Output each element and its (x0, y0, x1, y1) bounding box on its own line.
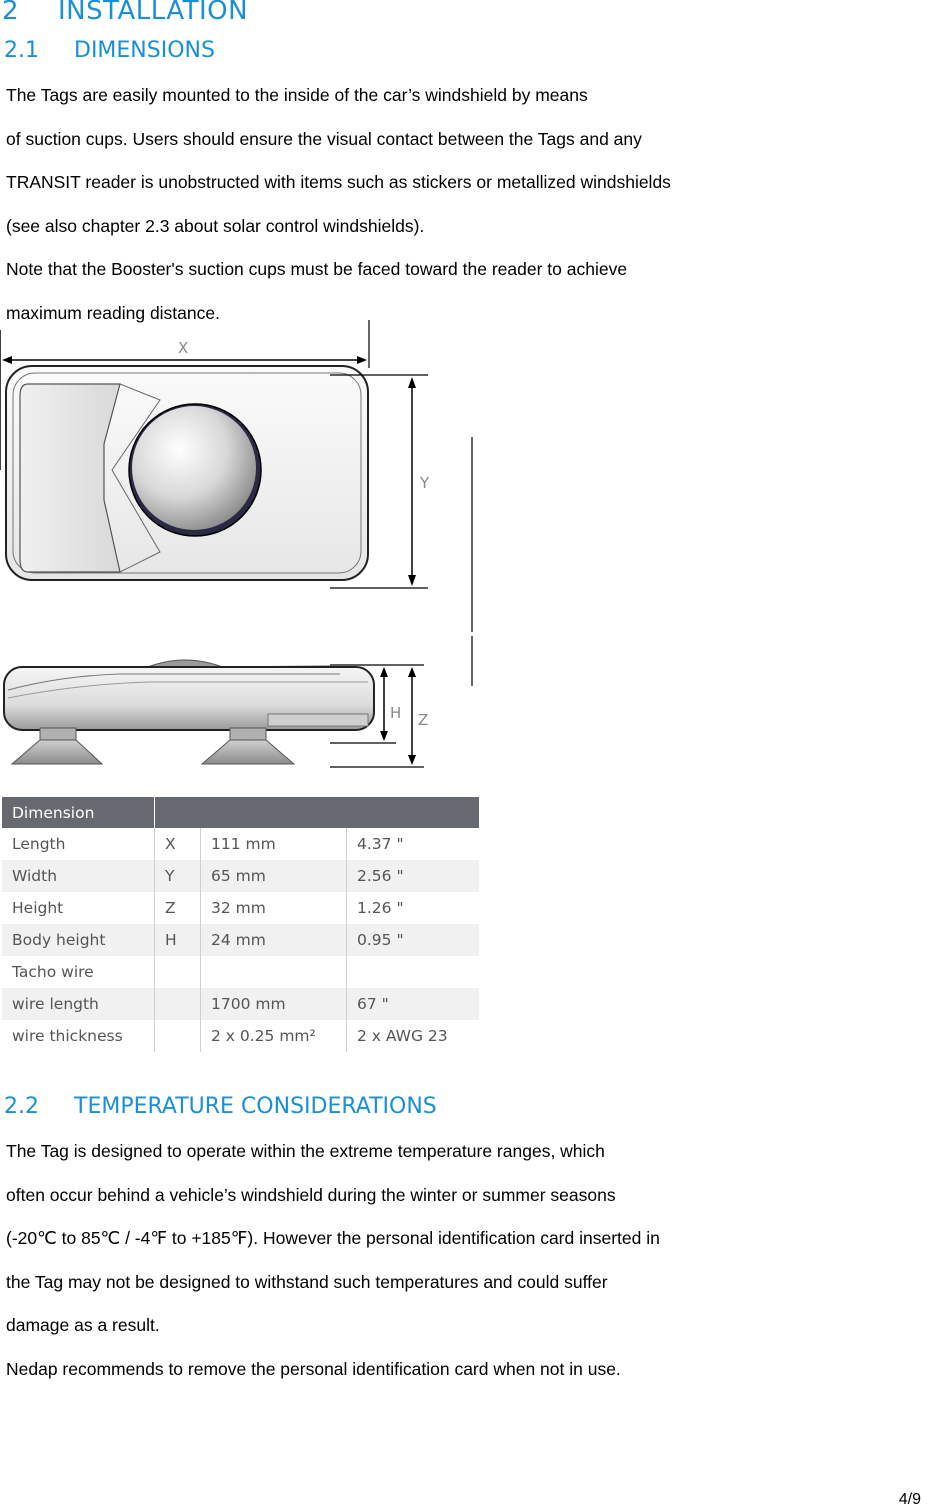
dimension-metric: 2 x 0.25 mm² (201, 1020, 347, 1052)
dimension-metric (201, 956, 347, 988)
table-row (2, 892, 479, 924)
dimension-imperial: 2.56 " (347, 860, 480, 892)
dimension-metric: 24 mm (201, 924, 347, 956)
h-label: H (390, 704, 402, 722)
tag-top-view (6, 366, 368, 580)
dimension-symbol (155, 988, 201, 1020)
section-number: 2.1 (4, 38, 39, 63)
table-row (2, 860, 479, 892)
paragraph-line: Note that the Booster's suction cups must be faced toward the reader to achieve (6, 259, 628, 279)
dimension-name: Length (2, 828, 155, 860)
table-row (2, 1020, 479, 1052)
table-header-dimension: Dimension (2, 797, 155, 828)
paragraph-line: often occur behind a vehicle’s windshield during the winter or summer seasons (6, 1184, 616, 1205)
paragraph-line: Nedap recommends to remove the personal identification card when not in use. (6, 1358, 621, 1379)
dimension-symbol: X (155, 828, 201, 860)
paragraph-line: (see also chapter 2.3 about solar control windshields). (6, 215, 425, 236)
dimension-imperial: 0.95 " (347, 924, 480, 956)
table-row (2, 956, 479, 988)
dimensions-paragraph (6, 74, 671, 335)
z-label: Z (418, 711, 429, 729)
table-header-blank (155, 797, 480, 828)
temperature-paragraph (6, 1130, 660, 1391)
chapter-title: INSTALLATION (58, 0, 249, 26)
tag-dimension-drawing (0, 318, 490, 778)
dimension-symbol: Y (155, 860, 201, 892)
paragraph-line: of suction cups. Users should ensure the visual contact between the Tags and any (6, 128, 642, 149)
dimension-metric: 111 mm (201, 828, 347, 860)
paragraph-line: TRANSIT reader is unobstructed with items such as stickers or metallized windshields (6, 172, 671, 192)
page-number: 4/9 (898, 1491, 921, 1508)
dimensions-table (2, 797, 479, 1052)
dimension-imperial: 2 x AWG 23 (357, 1027, 448, 1045)
section-title: TEMPERATURE CONSIDERATIONS (74, 1094, 437, 1119)
dimension-imperial: 67 " (347, 988, 480, 1020)
dimension-symbol: H (155, 924, 201, 956)
dimension-name: Width (2, 860, 155, 892)
table-row (2, 988, 479, 1020)
paragraph-line: The Tags are easily mounted to the inside of the car’s windshield by means (6, 85, 588, 105)
dimension-metric: 32 mm (201, 892, 347, 924)
table-header-row (2, 797, 479, 828)
dimension-name: wire length (2, 988, 155, 1020)
dimension-name: Tacho wire (2, 956, 155, 988)
x-label: X (178, 339, 189, 357)
dimension-symbol (155, 956, 201, 988)
dimension-name: Height (2, 892, 155, 924)
chapter-heading (2, 0, 248, 26)
dimension-imperial: 1.26 " (357, 899, 404, 917)
section-number: 2.2 (4, 1094, 39, 1119)
section-title: DIMENSIONS (74, 38, 215, 63)
dimension-metric: 1700 mm (201, 988, 347, 1020)
dimension-imperial (347, 956, 480, 988)
chapter-number: 2 (2, 0, 20, 26)
section-heading-temperature (4, 1094, 437, 1119)
paragraph-line: maximum reading distance. (6, 302, 220, 323)
dimension-name: Body height (2, 924, 155, 956)
tag-side-view (4, 660, 374, 764)
dimension-symbol: Z (155, 892, 201, 924)
dimension-imperial: 4.37 " (357, 835, 404, 853)
table-row (2, 924, 479, 956)
dimension-symbol (155, 1020, 201, 1052)
dimension-name: wire thickness (2, 1020, 155, 1052)
paragraph-line: damage as a result. (6, 1315, 160, 1335)
table-row (2, 828, 479, 860)
paragraph-line: (-20℃ to 85℃ / -4℉ to +185℉). However the personal identification card inserted in (6, 1228, 660, 1248)
section-heading-dimensions (4, 38, 215, 63)
dimension-metric: 65 mm (201, 860, 347, 892)
paragraph-line: the Tag may not be designed to withstand such temperatures and could suffer (6, 1271, 608, 1292)
y-label: Y (420, 474, 430, 492)
paragraph-line: The Tag is designed to operate within the extreme temperature ranges, which (6, 1141, 605, 1161)
